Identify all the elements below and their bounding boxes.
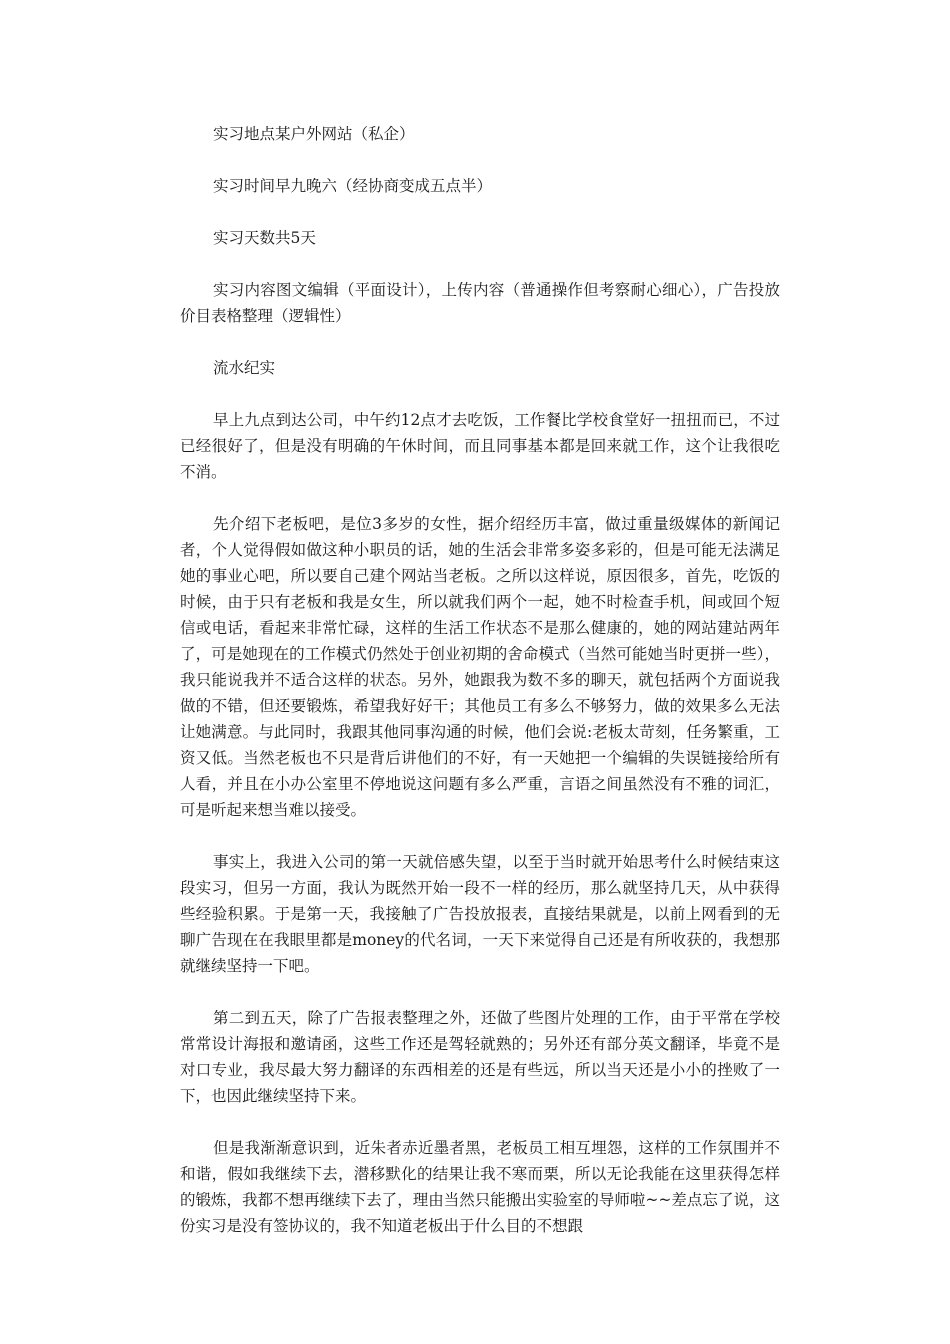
document-body — [180, 121, 780, 1239]
paragraph-internship-location: 实习地点某户外网站（私企） — [213, 125, 415, 143]
paragraph-internship-content: 实习内容图文编辑（平面设计），上传内容（普通操作但考察耐心细心），广告投放价目表格整理（逻辑性） — [180, 281, 780, 325]
paragraph-internship-hours: 实习时间早九晚六（经协商变成五点半） — [213, 177, 493, 195]
paragraph-first-day: 事实上，我进入公司的第一天就倍感失望，以至于当时就开始思考什么时候结束这段实习，但另一方面，我认为既然开始一段不一样的经历，那么就坚持几天，从中获得些经验积累。于是第一天，我接触了广告投放报表，直接结果就是，以前上网看到的无聊广告现在在我眼里都是money的代名词，一天下来觉得自己还是有所收获的，我想那就继续坚持一下吧。 — [180, 853, 780, 975]
paragraph-days-two-to-five: 第二到五天，除了广告报表整理之外，还做了些图片处理的工作，由于平常在学校常常设计海报和邀请函，这些工作还是驾轻就熟的；另外还有部分英文翻译，毕竟不是对口专业，我尽最大努力翻译的东西相差的还是有些远，所以当天还是小小的挫败了一下，也因此继续坚持下来。 — [180, 1009, 780, 1105]
paragraph-internship-days: 实习天数共5天 — [213, 229, 316, 247]
paragraph-section-heading: 流水纪实 — [213, 359, 276, 377]
paragraph-daily-routine: 早上九点到达公司，中午约12点才去吃饭，工作餐比学校食堂好一扭扭而已，不过已经很好了，但是没有明确的午休时间，而且同事基本都是回来就工作，这个让我很吃不消。 — [180, 411, 780, 481]
paragraph-about-boss: 先介绍下老板吧，是位3多岁的女性，据介绍经历丰富，做过重量级媒体的新闻记者，个人觉得假如做这种小职员的话，她的生活会非常多姿多彩的，但是可能无法满足她的事业心吧，所以要自己建个网站当老板。之所以这样说，原因很多，首先，吃饭的时候，由于只有老板和我是女生，所以就我们两个一起，她不时检查手机，间或回个短信或电话，看起来非常忙碌，这样的生活工作状态不是那么健康的，她的网站建站两年了，可是她现在的工作模式仍然处于创业初期的舍命模式（当然可能她当时更拼一些），我只能说我并不适合这样的状态。另外，她跟我为数不多的聊天，就包括两个方面说我做的不错，但还要锻炼，希望我好好干；其他员工有多么不够努力，做的效果多么无法让她满意。与此同时，我跟其他同事沟通的时候，他们会说:老板太苛刻，任务繁重，工资又低。当然老板也不只是背后讲他们的不好，有一天她把一个编辑的失误链接给所有人看，并且在小办公室里不停地说这问题有多么严重，言语之间虽然没有不雅的词汇，可是听起来想当难以接受。 — [180, 515, 780, 819]
paragraph-realization: 但是我渐渐意识到，近朱者赤近墨者黑，老板员工相互埋怨，这样的工作氛围并不和谐，假如我继续下去，潜移默化的结果让我不寒而栗，所以无论我能在这里获得怎样的锻炼，我都不想再继续下去了，理由当然只能搬出实验室的导师啦~~差点忘了说，这份实习是没有签协议的，我不知道老板出于什么目的不想跟 — [180, 1139, 780, 1235]
